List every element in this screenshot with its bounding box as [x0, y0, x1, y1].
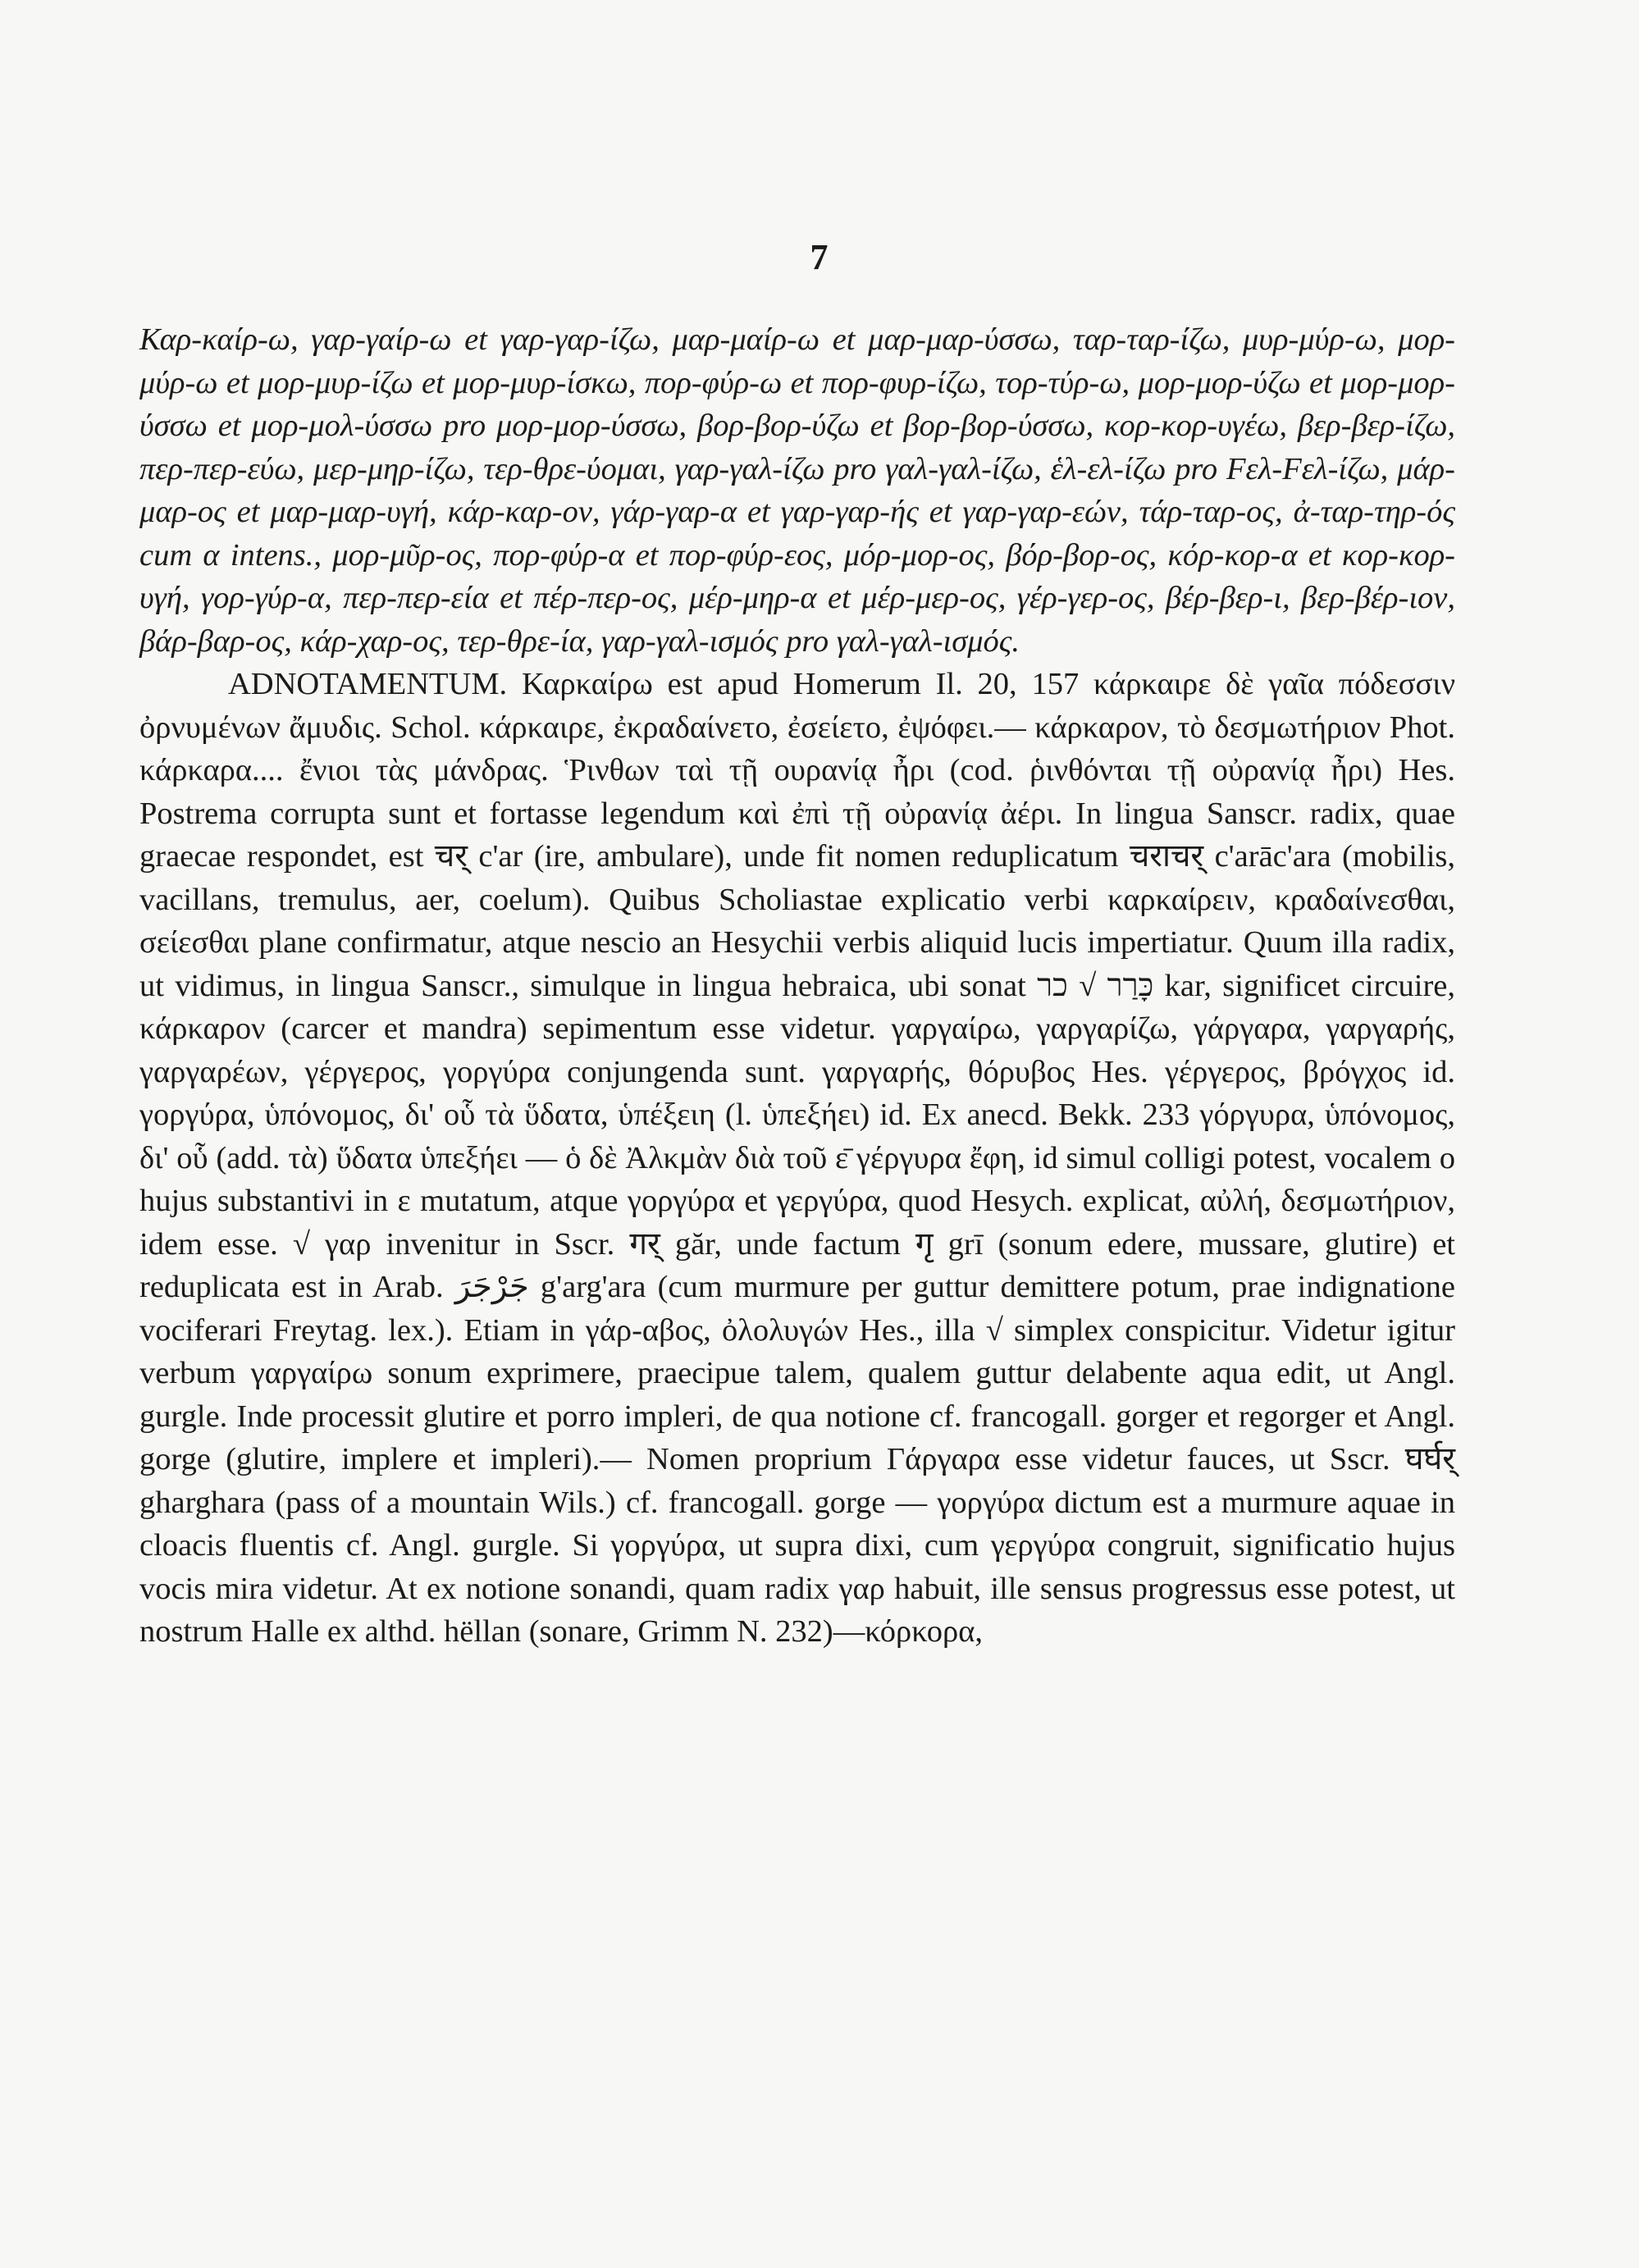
body-text	[139, 318, 1455, 1654]
page-number: 7	[810, 237, 829, 277]
paragraph-reduplication-list: Καρ-καίρ-ω, γαρ-γαίρ-ω et γαρ-γαρ-ίζω, μαρ-μαίρ-ω et μαρ-μαρ-ύσσω, ταρ-ταρ-ίζω, μυρ-μύρ-ω, μορ-μύρ-ω et μορ-μυρ-ίζω et μορ-μυρ-ίσκω, πορ-φύρ-ω et πορ-φυρ-ίζω, τορ-τύρ-ω, μορ-μορ-ύζω et μορ-μορ-ύσσω et μορ-μολ-ύσσω pro μορ-μορ-ύσσω, βορ-βορ-ύζω et βορ-βορ-ύσσω, κορ-κορ-υγέω, βερ-βερ-ίζω, περ-περ-εύω, μερ-μηρ-ίζω, τερ-θρε-ύομαι, γαρ-γαλ-ίζω pro γαλ-γαλ-ίζω, ἑλ-ελ-ίζω pro Fελ-Fελ-ίζω, μάρ-μαρ-ος et μαρ-μαρ-υγή, κάρ-καρ-ον, γάρ-γαρ-α et γαρ-γαρ-ής et γαρ-γαρ-εών, τάρ-ταρ-ος, ἀ-ταρ-τηρ-ός cum α intens., μορ-μῦρ-ος, πορ-φύρ-α et πορ-φύρ-εος, μόρ-μορ-ος, βόρ-βορ-ος, κόρ-κορ-α et κορ-κορ-υγή, γορ-γύρ-α, περ-περ-εία et πέρ-περ-ος, μέρ-μηρ-α et μέρ-μερ-ος, γέρ-γερ-ος, βέρ-βερ-ι, βερ-βέρ-ιον, βάρ-βαρ-ος, κάρ-χαρ-ος, τερ-θρε-ία, γαρ-γαλ-ισμός pro γαλ-γαλ-ισμός.	[139, 322, 1455, 659]
paragraph-adnotamentum: ADNOTAMENTUM. Καρκαίρω est apud Homerum Il. 20, 157 κάρκαιρε δὲ γαῖα πόδεσσιν ὀρνυμένων ἄμυδις. Schol. κάρκαιρε, ἐκραδαίνετο, ἐσείετο, ἐψόφει.— κάρκαρον, τὸ δεσμωτήριον Phot. κάρκαρα.... ἔνιοι τὰς μάνδρας. Ῥινθων ταὶ τῇ ουρανίᾳ ἦρι (cod. ῥινθόνται τῇ οὐρανίᾳ ἦρι) Hes. Postrema corrupta sunt et fortasse legendum καὶ ἐπὶ τῇ οὐρανίᾳ ἀέρι. In lingua Sanscr. radix, quae graecae respondet, est चर् c'ar (ire, ambulare), unde fit nomen reduplicatum चराचर् c'arāc'ara (mobilis, vacillans, tremulus, aer, coelum). Quibus Scholiastae explicatio verbi καρκαίρειν, κραδαίνεσθαι, σείεσθαι plane confirmatur, atque nescio an Hesychii verbis aliquid lucis impertiatur. Quum illa radix, ut vidimus, in lingua Sanscr., simulque in lingua hebraica, ubi sonat כָּרַר √ כר kar, significet circuire, κάρκαρον (carcer et mandra) sepimentum esse videtur. γαργαίρω, γαργαρίζω, γάργαρα, γαργαρής, γαργαρέων, γέργερος, γοργύρα conjungenda sunt. γαργαρής, θόρυβος Hes. γέργερος, βρόγχος id. γοργύρα, ὑπόνομος, δι' οὗ τὰ ὕδατα, ὑπέξειη (l. ὑπεξήει) id. Ex anecd. Bekk. 233 γόργυρα, ὑπόνομος, δι' οὗ (add. τὰ) ὕδατα ὑπεξήει — ὁ δὲ Ἀλκμὰν διὰ τοῦ ε̄ γέργυρα ἔφη, id simul colligi potest, vocalem ο hujus substantivi in ε mutatum, atque γοργύρα et γεργύρα, quod Hesych. explicat, αὐλή, δεσμωτήριον, idem esse. √ γαρ invenitur in Sscr. गर् găr, unde factum गृ grī (sonum edere, mussare, glutire) et reduplicata est in Arab. جَرْجَرَ g'arg'ara (cum murmure per guttur demittere potum, prae indignatione vociferari Freytag. lex.). Etiam in γάρ-αβος, ὀλολυγών Hes., illa √ simplex conspicitur. Videtur igitur verbum γαργαίρω sonum exprimere, praecipue talem, qualem guttur delabente aqua edit, ut Angl. gurgle. Inde processit glutire et porro impleri, de qua notione cf. francogall. gorger et regorger et Angl. gorge (glutire, implere et impleri).— Nomen proprium Γάργαρα esse videtur fauces, ut Sscr. घर्घर् gharghara (pass of a mountain Wils.) cf. francogall. gorge — γοργύρα dictum est a murmure aquae in cloacis fluentis cf. Angl. gurgle. Si γοργύρα, ut supra dixi, cum γεργύρα congruit, significatio hujus vocis mira videtur. At ex notione sonandi, quam radix γαρ habuit, ille sensus progressus esse potest, ut nostrum Halle ex althd. hëllan (sonare, Grimm N. 232)—κόρκορα,	[139, 667, 1456, 1649]
